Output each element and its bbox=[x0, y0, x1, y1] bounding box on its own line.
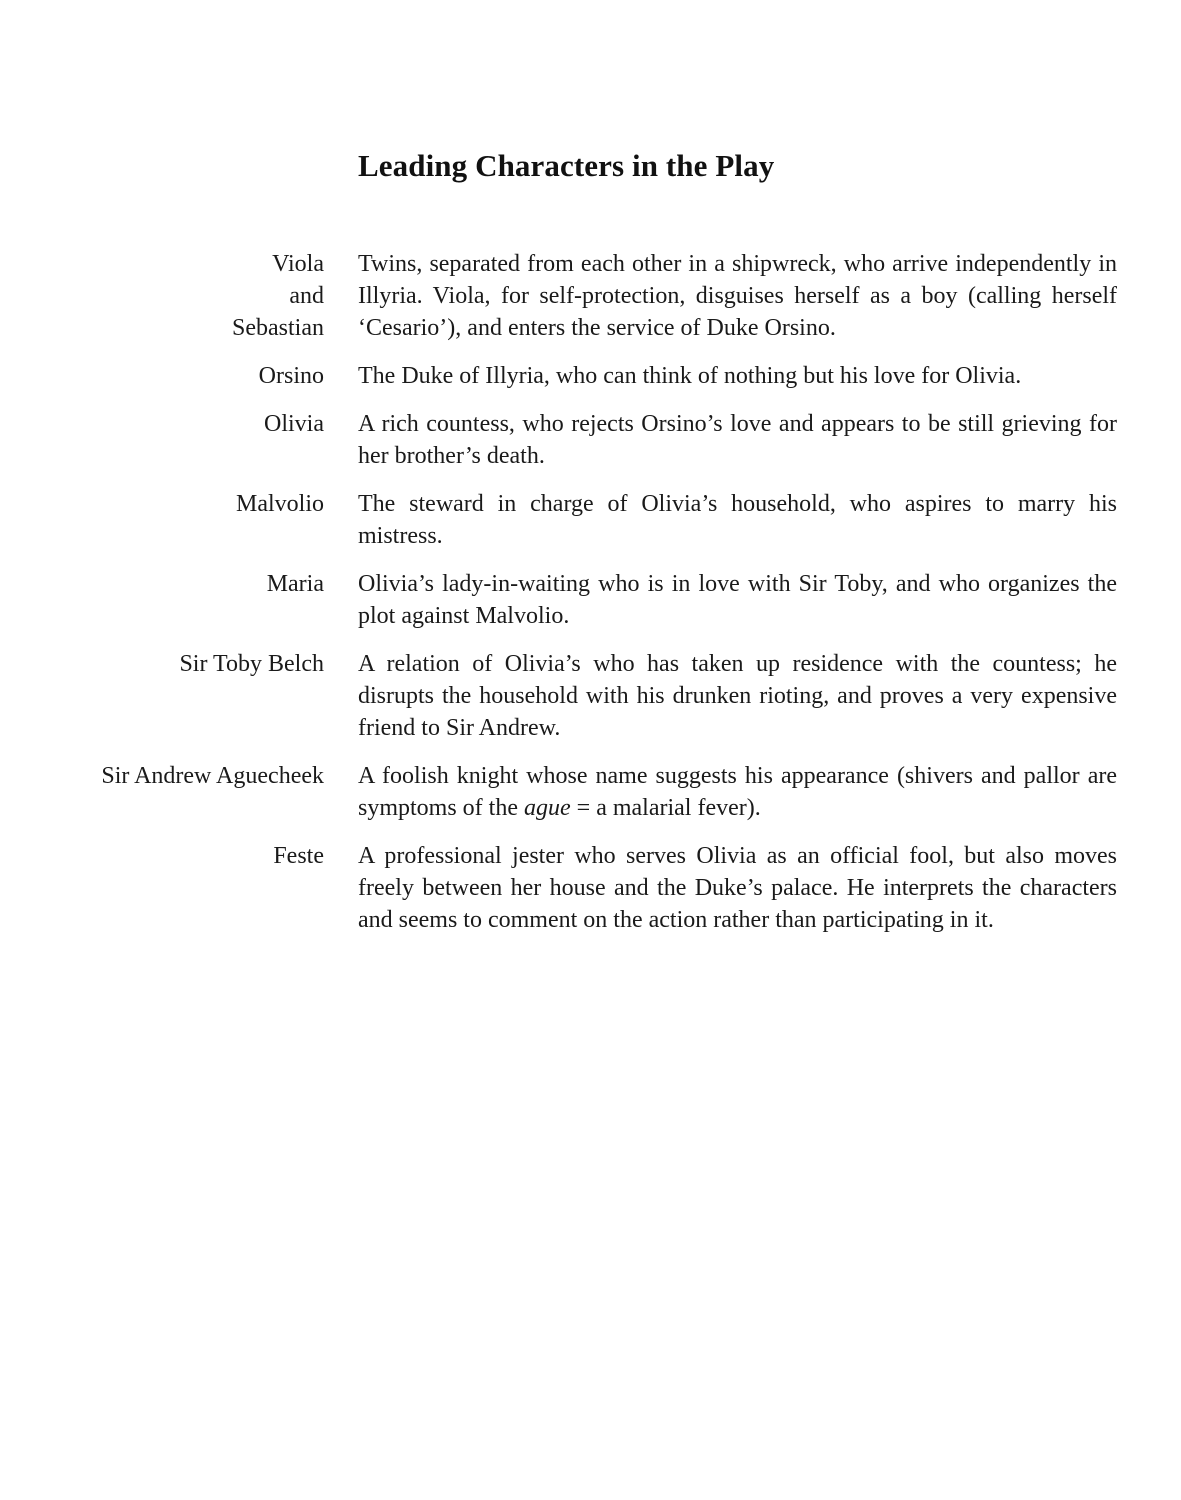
character-list bbox=[0, 248, 1181, 952]
character-name bbox=[0, 488, 324, 520]
character-name-line: Sebastian bbox=[232, 315, 324, 341]
character-entry-viola-sebastian bbox=[0, 248, 1181, 344]
character-entry-olivia bbox=[0, 408, 1181, 472]
character-description: A professional jester who serves Olivia as an official fool, but also moves freely between her house and the Duke’s palace. He interprets the characters and seems to comment on the action rather than participating in it. bbox=[358, 843, 1117, 933]
character-name bbox=[0, 760, 324, 792]
character-name-line: Sir Toby Belch bbox=[179, 651, 324, 677]
page-title: Leading Characters in the Play bbox=[358, 148, 775, 183]
character-entry-sir-andrew-aguecheek bbox=[0, 760, 1181, 824]
character-name-line: Orsino bbox=[258, 363, 324, 389]
character-description bbox=[358, 760, 1117, 824]
description-text: A foolish knight whose name suggests his appearance (shivers and pallor are symptoms of the bbox=[358, 763, 1117, 821]
character-entry-malvolio bbox=[0, 488, 1181, 552]
character-entry-sir-toby-belch bbox=[0, 648, 1181, 744]
character-name-line: Malvolio bbox=[236, 491, 324, 517]
character-name bbox=[0, 248, 324, 344]
character-name-line: Maria bbox=[266, 571, 324, 597]
character-name-line: Feste bbox=[273, 843, 324, 869]
character-name bbox=[0, 648, 324, 680]
character-description: The steward in charge of Olivia’s household, who aspires to marry his mistress. bbox=[358, 491, 1117, 549]
character-description: The Duke of Illyria, who can think of nothing but his love for Olivia. bbox=[358, 363, 1022, 389]
character-entry-maria bbox=[0, 568, 1181, 632]
character-name bbox=[0, 360, 324, 392]
character-entry-feste bbox=[0, 840, 1181, 936]
character-name bbox=[0, 568, 324, 600]
character-name bbox=[0, 408, 324, 440]
character-description: Twins, separated from each other in a shipwreck, who arrive independently in Illyria. Viola, for self-protection, disguises herself as a boy (calling herself ‘Cesario’), and enters the service of Duke Orsino. bbox=[358, 251, 1117, 341]
character-entry-orsino bbox=[0, 360, 1181, 392]
character-name-line: Sir Andrew Aguecheek bbox=[101, 763, 324, 789]
character-description: A rich countess, who rejects Orsino’s love and appears to be still grieving for her brother’s death. bbox=[358, 411, 1117, 469]
character-name-line: Olivia bbox=[264, 411, 324, 437]
character-description: Olivia’s lady-in-waiting who is in love with Sir Toby, and who organizes the plot against Malvolio. bbox=[358, 571, 1117, 629]
character-name-line: and bbox=[289, 283, 324, 309]
character-name-line: Viola bbox=[272, 251, 324, 277]
description-text: = a malarial fever). bbox=[570, 795, 761, 821]
italic-term: ague bbox=[524, 795, 571, 821]
character-description: A relation of Olivia’s who has taken up residence with the countess; he disrupts the household with his drunken rioting, and proves a very expensive friend to Sir Andrew. bbox=[358, 651, 1117, 741]
character-name bbox=[0, 840, 324, 872]
